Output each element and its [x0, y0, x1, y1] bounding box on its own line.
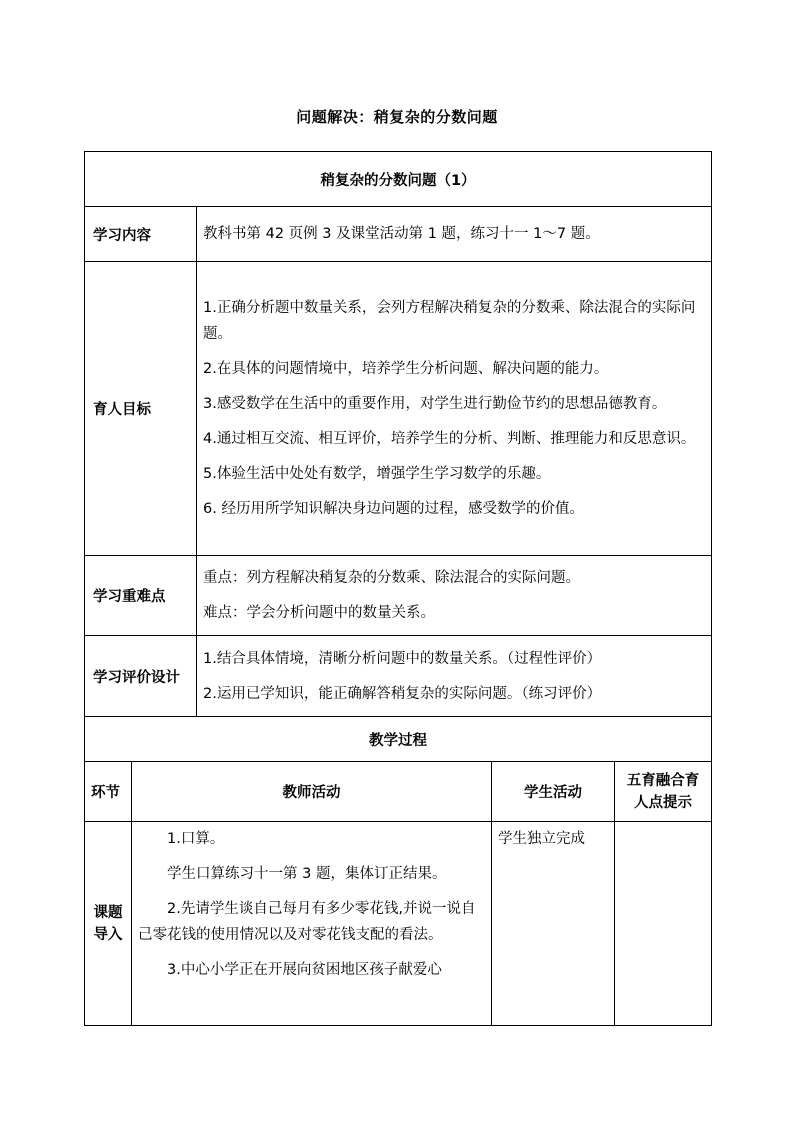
header-stage: 环节 [85, 762, 132, 822]
student-activity: 学生独立完成 [492, 822, 615, 1026]
process-title: 教学过程 [85, 717, 712, 762]
teacher-activity-item: 1.口算。 [167, 831, 225, 847]
evaluation-label: 学习评价设计 [85, 636, 197, 717]
evaluation-item: 2.运用已学知识，能正确解答稍复杂的实际问题。（练习评价） [203, 685, 602, 702]
teacher-activity-item: 3.中心小学正在开展向贫困地区孩子献爱心 [167, 962, 442, 978]
goal-item: 5.体验生活中处处有数学，增强学生学习数学的乐趣。 [203, 466, 551, 482]
lesson-plan-table [84, 151, 712, 1026]
content-text: 教科书第 42 页例 3 及课堂活动第 1 题，练习十一 1～7 题。 [197, 207, 712, 262]
keypoint-item: 难点：学会分析问题中的数量关系。 [203, 605, 435, 621]
content-label: 学习内容 [85, 207, 197, 262]
lesson-title: 稍复杂的分数问题（1） [85, 152, 712, 207]
stage-intro: 课题导入 [85, 822, 132, 1026]
goal-item: 6. 经历用所学知识解决身边问题的过程，感受数学的价值。 [203, 501, 584, 517]
goal-item: 2.在具体的问题情境中，培养学生分析问题、解决问题的能力。 [203, 361, 609, 377]
goal-item: 1.正确分析题中数量关系，会列方程解决稍复杂的分数乘、除法混合的实际问题。 [203, 300, 696, 342]
document-title: 问题解决：稍复杂的分数问题 [296, 108, 498, 126]
evaluation-item: 1.结合具体情境，清晰分析问题中的数量关系。（过程性评价） [203, 650, 602, 667]
evaluation-list [197, 636, 712, 717]
goals-label: 育人目标 [85, 262, 197, 556]
goal-item: 4.通过相互交流、相互评价，培养学生的分析、判断、推理能力和反思意识。 [203, 431, 696, 447]
tips-cell [615, 822, 712, 1026]
keypoints-list [197, 556, 712, 636]
keypoint-item: 重点：列方程解决稍复杂的分数乘、除法混合的实际问题。 [203, 570, 580, 586]
teacher-activity-item: 学生口算练习十一第 3 题，集体订正结果。 [167, 866, 447, 882]
teacher-activity [132, 822, 492, 1026]
keypoints-label: 学习重难点 [85, 556, 197, 636]
header-tips: 五育融合育人点提示 [615, 762, 712, 822]
header-student: 学生活动 [492, 762, 615, 822]
header-teacher: 教师活动 [132, 762, 492, 822]
goals-list [197, 262, 712, 556]
goal-item: 3.感受数学在生活中的重要作用，对学生进行勤俭节约的思想品德教育。 [203, 396, 667, 412]
teacher-activity-item: 2.先请学生谈自己每月有多少零花钱,并说一说自己零花钱的使用情况以及对零花钱支配的看法。 [138, 901, 476, 943]
